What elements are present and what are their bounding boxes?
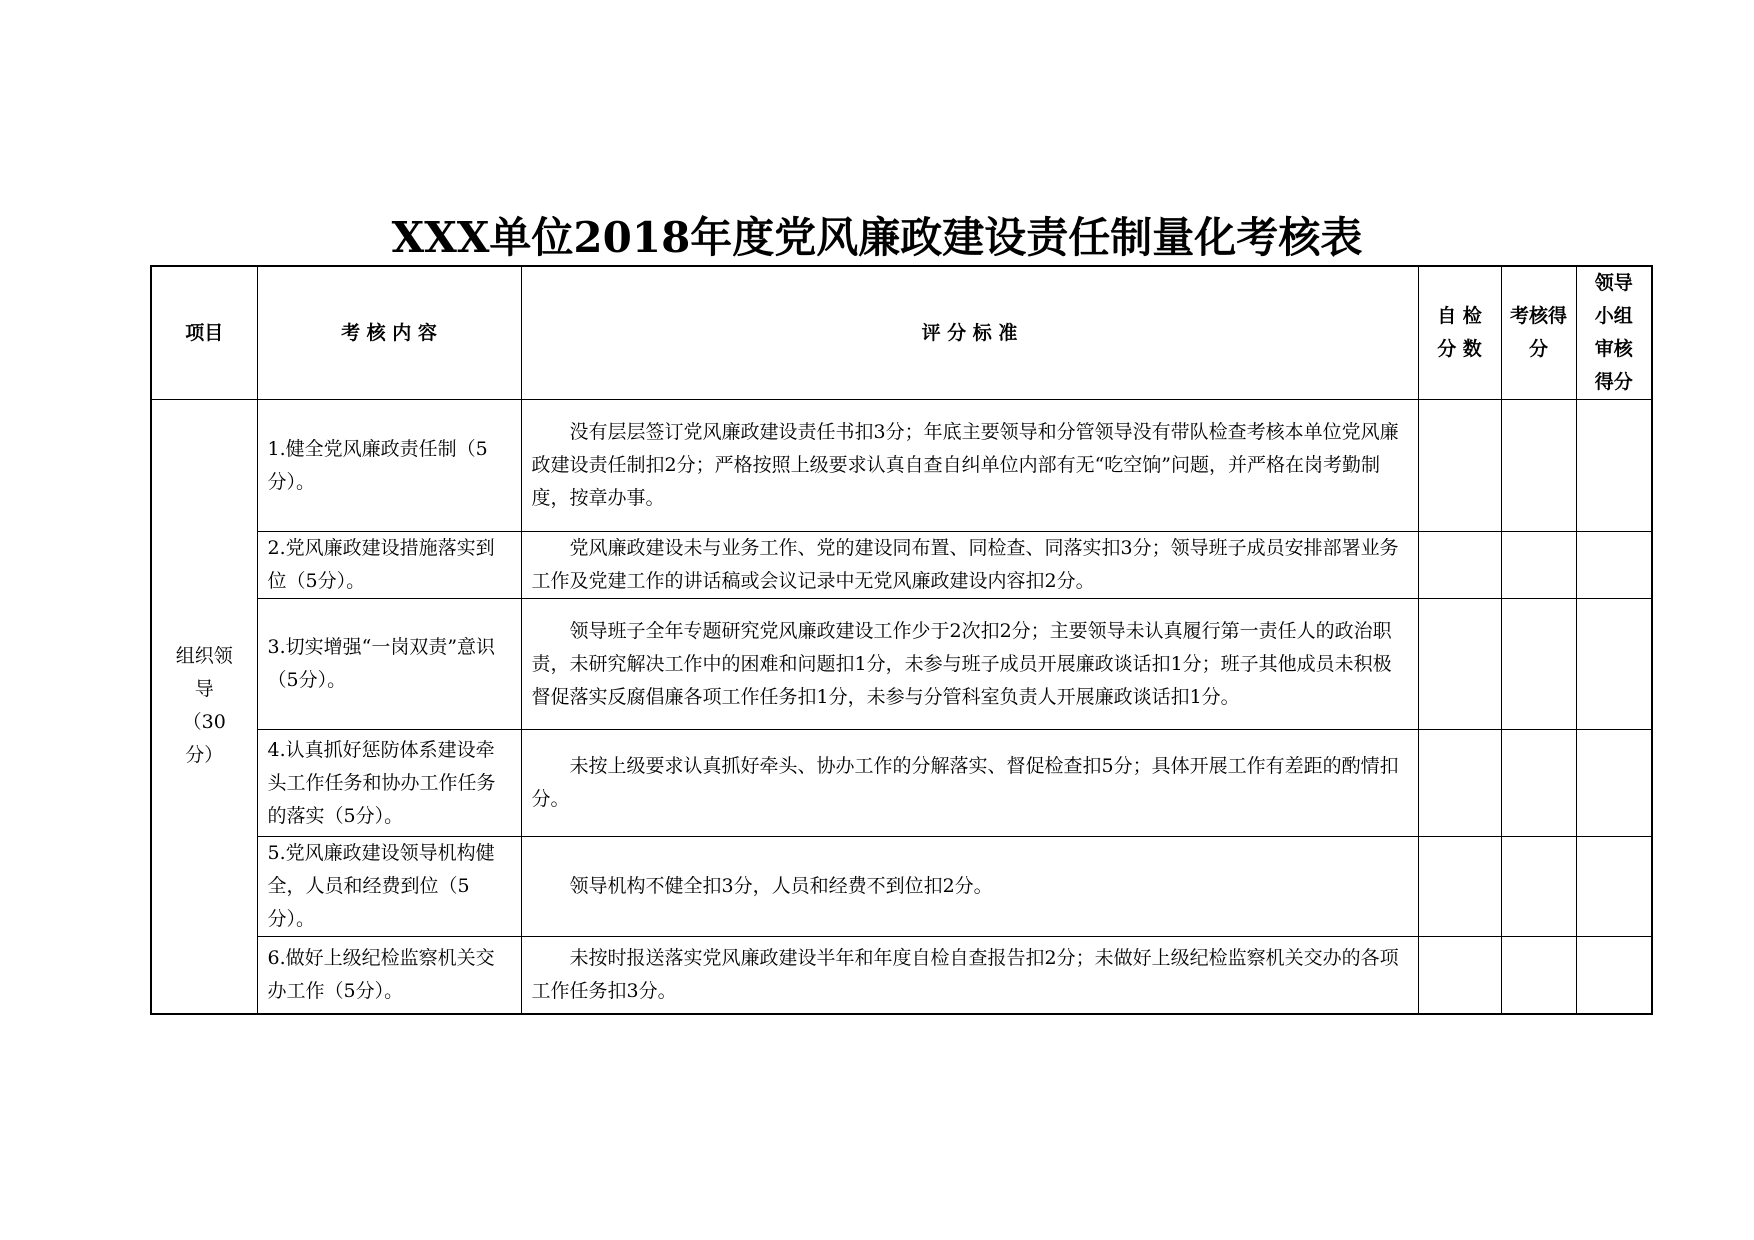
header-assess-score: 考核得分 bbox=[1501, 266, 1576, 400]
project-cell: 组织领导（30分） bbox=[151, 400, 257, 1014]
assessment-table bbox=[150, 265, 1653, 1015]
content-cell: 6.做好上级纪检监察机关交办工作（5分）。 bbox=[257, 937, 521, 1014]
table-row bbox=[151, 532, 1652, 599]
assess-score-cell[interactable] bbox=[1501, 730, 1576, 837]
content-cell: 4.认真抓好惩防体系建设牵头工作任务和协办工作任务的落实（5分）。 bbox=[257, 730, 521, 837]
header-row bbox=[151, 266, 1652, 400]
self-score-cell[interactable] bbox=[1418, 400, 1501, 532]
assess-score-cell[interactable] bbox=[1501, 937, 1576, 1014]
header-criteria: 评 分 标 准 bbox=[521, 266, 1418, 400]
self-score-cell[interactable] bbox=[1418, 730, 1501, 837]
review-score-cell[interactable] bbox=[1576, 837, 1652, 937]
review-score-cell[interactable] bbox=[1576, 937, 1652, 1014]
review-score-cell[interactable] bbox=[1576, 730, 1652, 837]
content-cell: 2.党风廉政建设措施落实到位（5分）。 bbox=[257, 532, 521, 599]
header-review-score: 领导小组审核得分 bbox=[1576, 266, 1652, 400]
table-row bbox=[151, 837, 1652, 937]
page-title: XXX单位2018年度党风廉政建设责任制量化考核表 bbox=[391, 213, 1363, 262]
content-cell: 3.切实增强“一岗双责”意识（5分）。 bbox=[257, 599, 521, 730]
review-score-cell[interactable] bbox=[1576, 532, 1652, 599]
assess-score-cell[interactable] bbox=[1501, 400, 1576, 532]
criteria-cell: 未按上级要求认真抓好牵头、协办工作的分解落实、督促检查扣5分；具体开展工作有差距的酌情扣分。 bbox=[521, 730, 1418, 837]
criteria-cell: 领导机构不健全扣3分，人员和经费不到位扣2分。 bbox=[521, 837, 1418, 937]
self-score-cell[interactable] bbox=[1418, 937, 1501, 1014]
self-score-cell[interactable] bbox=[1418, 599, 1501, 730]
review-score-cell[interactable] bbox=[1576, 599, 1652, 730]
table-row bbox=[151, 937, 1652, 1014]
content-cell: 1.健全党风廉政责任制（5分）。 bbox=[257, 400, 521, 532]
self-score-cell[interactable] bbox=[1418, 532, 1501, 599]
table-row bbox=[151, 400, 1652, 532]
header-self-score: 自 检 分 数 bbox=[1418, 266, 1501, 400]
criteria-cell: 没有层层签订党风廉政建设责任书扣3分；年底主要领导和分管领导没有带队检查考核本单位党风廉政建设责任制扣2分；严格按照上级要求认真自查自纠单位内部有无“吃空饷”问题，并严格在岗考勤制度，按章办事。 bbox=[521, 400, 1418, 532]
criteria-cell: 未按时报送落实党风廉政建设半年和年度自检自查报告扣2分；未做好上级纪检监察机关交办的各项工作任务扣3分。 bbox=[521, 937, 1418, 1014]
assess-score-cell[interactable] bbox=[1501, 599, 1576, 730]
self-score-cell[interactable] bbox=[1418, 837, 1501, 937]
criteria-cell: 领导班子全年专题研究党风廉政建设工作少于2次扣2分；主要领导未认真履行第一责任人的政治职责，未研究解决工作中的困难和问题扣1分，未参与班子成员开展廉政谈话扣1分；班子其他成员未积极督促落实反腐倡廉各项工作任务扣1分，未参与分管科室负责人开展廉政谈话扣1分。 bbox=[521, 599, 1418, 730]
table-row bbox=[151, 730, 1652, 837]
assess-score-cell[interactable] bbox=[1501, 532, 1576, 599]
criteria-cell: 党风廉政建设未与业务工作、党的建设同布置、同检查、同落实扣3分；领导班子成员安排部署业务工作及党建工作的讲话稿或会议记录中无党风廉政建设内容扣2分。 bbox=[521, 532, 1418, 599]
content-cell: 5.党风廉政建设领导机构健全，人员和经费到位（5分）。 bbox=[257, 837, 521, 937]
review-score-cell[interactable] bbox=[1576, 400, 1652, 532]
header-project: 项目 bbox=[151, 266, 257, 400]
header-content: 考 核 内 容 bbox=[257, 266, 521, 400]
table-row bbox=[151, 599, 1652, 730]
assess-score-cell[interactable] bbox=[1501, 837, 1576, 937]
